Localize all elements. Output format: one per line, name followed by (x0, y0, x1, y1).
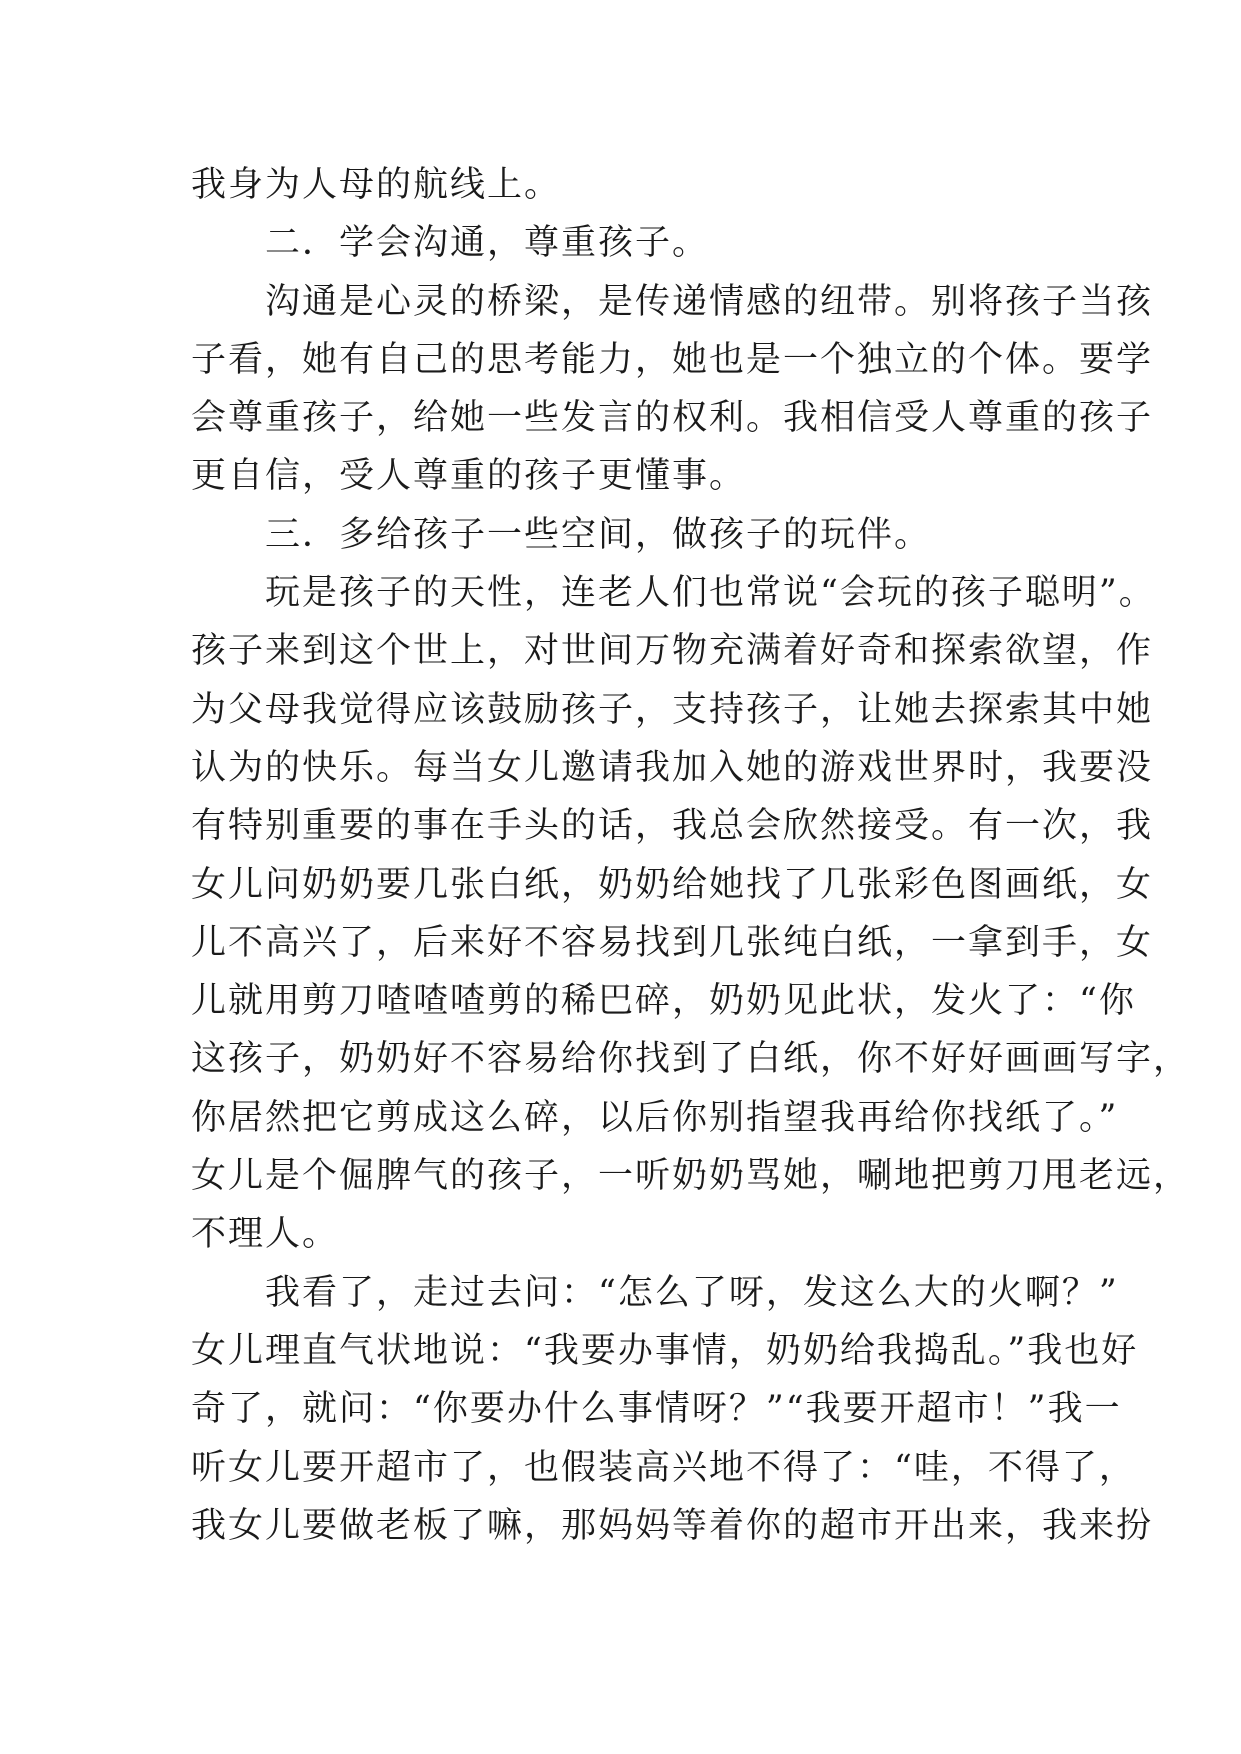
text-line: 不理人。 (191, 1214, 340, 1255)
text-line: 我女儿要做老板了嘛，那妈妈等着你的超市开出来，我来扮 (191, 1505, 1154, 1546)
text-line: 儿就用剪刀喳喳喳剪的稀巴碎，奶奶见此状，发火了：“你 (191, 981, 1136, 1022)
text-line: 沟通是心灵的桥梁，是传递情感的纽带。别将孩子当孩 (191, 281, 1154, 322)
section-heading: 三．多给孩子一些空间，做孩子的玩伴。 (191, 514, 932, 555)
text-line: 有特别重要的事在手头的话，我总会欣然接受。有一次，我 (191, 806, 1154, 847)
text-line: 为父母我觉得应该鼓励孩子，支持孩子，让她去探索其中她 (191, 689, 1154, 730)
text-line: 我身为人母的航线上。 (191, 165, 562, 205)
text-line: 你居然把它剪成这么碎，以后你别指望我再给你找纸了。” (191, 1097, 1119, 1138)
text-line: 子看，她有自己的思考能力，她也是一个独立的个体。要学 (191, 339, 1154, 380)
section-heading: 二．学会沟通，尊重孩子。 (191, 223, 710, 264)
text-line: 女儿是个倔脾气的孩子，一听奶奶骂她，唰地把剪刀甩老远， (191, 1156, 1191, 1197)
text-line: 听女儿要开超市了，也假装高兴地不得了：“哇，不得了， (191, 1447, 1136, 1488)
text-line: 奇了，就问：“你要办什么事情呀？”“我要开超市！”我一 (191, 1389, 1122, 1430)
text-line: 玩是孩子的天性，连老人们也常说“会玩的孩子聪明”。 (191, 573, 1156, 614)
text-line: 儿不高兴了，后来好不容易找到几张纯白纸，一拿到手，女 (191, 922, 1154, 963)
text-line: 这孩子，奶奶好不容易给你找到了白纸，你不好好画画写字， (191, 1039, 1191, 1080)
text-line: 女儿问奶奶要几张白纸，奶奶给她找了几张彩色图画纸，女 (191, 864, 1154, 905)
text-line: 我看了，走过去问：“怎么了呀，发这么大的火啊？” (191, 1272, 1119, 1313)
text-line: 更自信，受人尊重的孩子更懂事。 (191, 456, 747, 497)
text-line: 会尊重孩子，给她一些发言的权利。我相信受人尊重的孩子 (191, 398, 1154, 439)
body-text (191, 156, 1191, 1555)
text-line: 认为的快乐。每当女儿邀请我加入她的游戏世界时，我要没 (191, 747, 1154, 788)
text-line: 女儿理直气状地说：“我要办事情，奶奶给我捣乱。”我也好 (191, 1330, 1139, 1371)
text-line: 孩子来到这个世上，对世间万物充满着好奇和探索欲望，作 (191, 631, 1154, 672)
